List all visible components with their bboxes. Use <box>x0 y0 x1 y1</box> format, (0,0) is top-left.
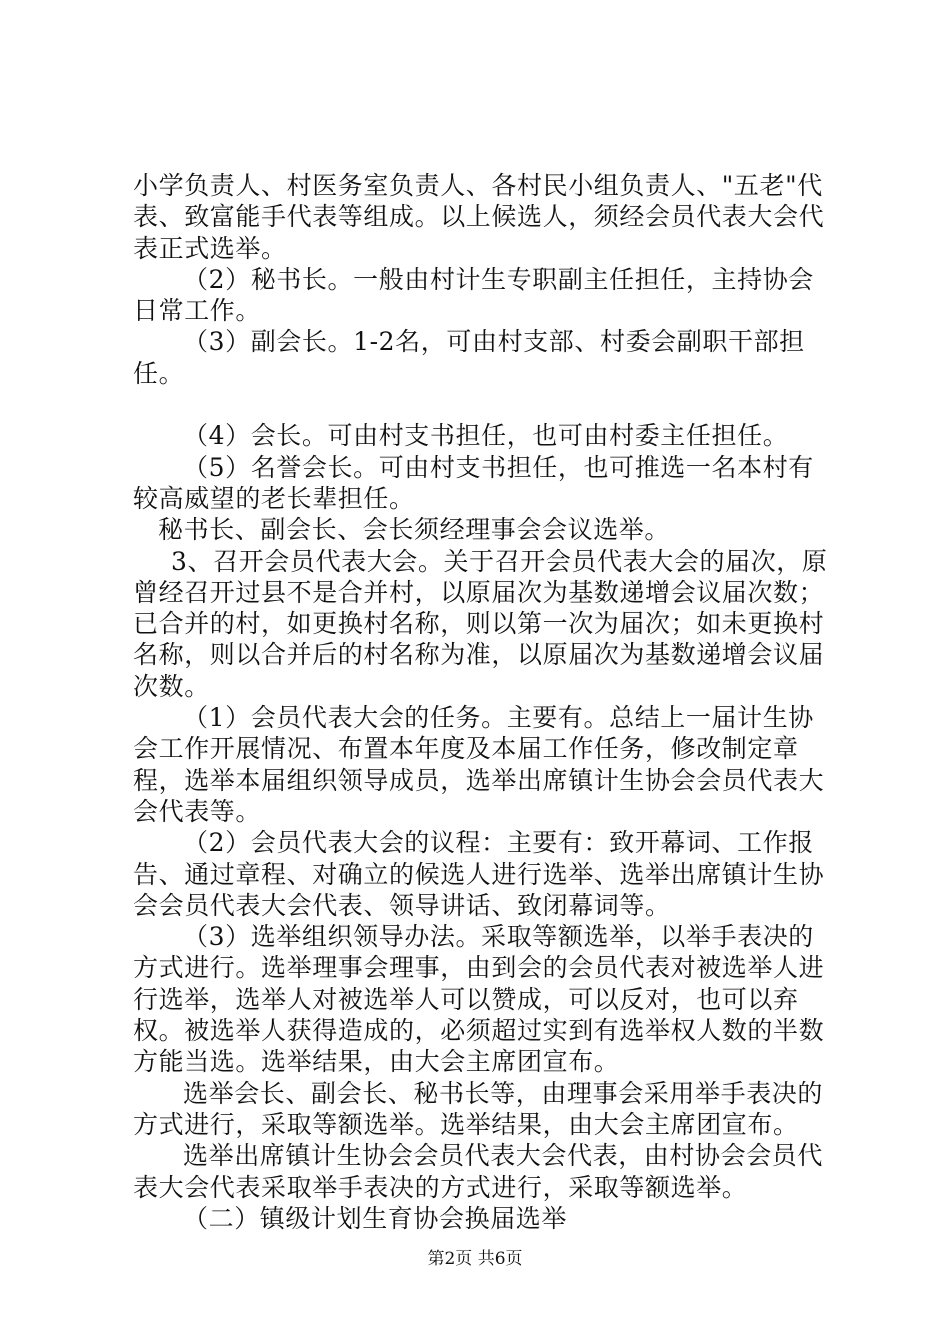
paragraph-election-method: （3）选举组织领导办法。采取等额选举，以举手表决的方式进行。选举理事会理事，由到会的会员代表对被选举人进行选举，选举人对被选举人可以赞成，可以反对，也可以弃权。被选举人获得造成的，必须超过实到有选举权人数的半数方能当选。选举结果，由大会主席团宣布。 <box>133 922 825 1077</box>
paragraph-congress-agenda: （2）会员代表大会的议程：主要有：致开幕词、工作报告、通过章程、对确立的候选人进行选举、选举出席镇计生协会会员代表大会代表、领导讲话、致闭幕词等。 <box>133 828 825 920</box>
paragraph-candidates: 小学负责人、村医务室负责人、各村民小组负责人、"五老"代表、致富能手代表等组成。以上候选人，须经会员代表大会代表正式选举。 <box>133 171 825 263</box>
paragraph-congress-tasks: （1）会员代表大会的任务。主要有。总结上一届计生协会工作开展情况、布置本年度及本届工作任务，修改制定章程，选举本届组织领导成员，选举出席镇计生协会会员代表大会代表等。 <box>133 703 825 826</box>
paragraph-convene-congress: 3、召开会员代表大会。关于召开会员代表大会的届次，原曾经召开过县不是合并村，以原届次为基数递增会议届次数；已合并的村，如更换村名称，则以第一次为届次；如未更换村名称，则以合并后的村名称为准，以原届次为基数递增会议届次数。 <box>133 546 828 701</box>
document-body <box>133 170 833 1234</box>
paragraph-council-election: 秘书长、副会长、会长须经理事会会议选举。 <box>158 515 671 545</box>
paragraph-town-section-heading: （二）镇级计划生育协会换届选举 <box>183 1203 568 1233</box>
paragraph-officer-election: 选举会长、副会长、秘书长等，由理事会采用举手表决的方式进行，采取等额选举。选举结果，由大会主席团宣布。 <box>133 1078 824 1139</box>
paragraph-delegate-election: 选举出席镇计生协会会员代表大会代表，由村协会会员代表大会代表采取举手表决的方式进行，采取等额选举。 <box>133 1141 824 1202</box>
paragraph-secretary-general: （2）秘书长。一般由村计生专职副主任担任，主持协会日常工作。 <box>133 264 814 326</box>
paragraph-vice-president: （3）副会长。1-2名，可由村支部、村委会副职干部担任。 <box>133 327 805 388</box>
blank-line <box>133 389 833 420</box>
page-number-footer: 第2页 共6页 <box>427 1249 523 1269</box>
paragraph-honorary-president: （5）名誉会长。可由村支书担任，也可推选一名本村有较高威望的老长辈担任。 <box>133 452 814 513</box>
paragraph-president: （4）会长。可由村支书担任，也可由村委主任担任。 <box>183 421 789 451</box>
